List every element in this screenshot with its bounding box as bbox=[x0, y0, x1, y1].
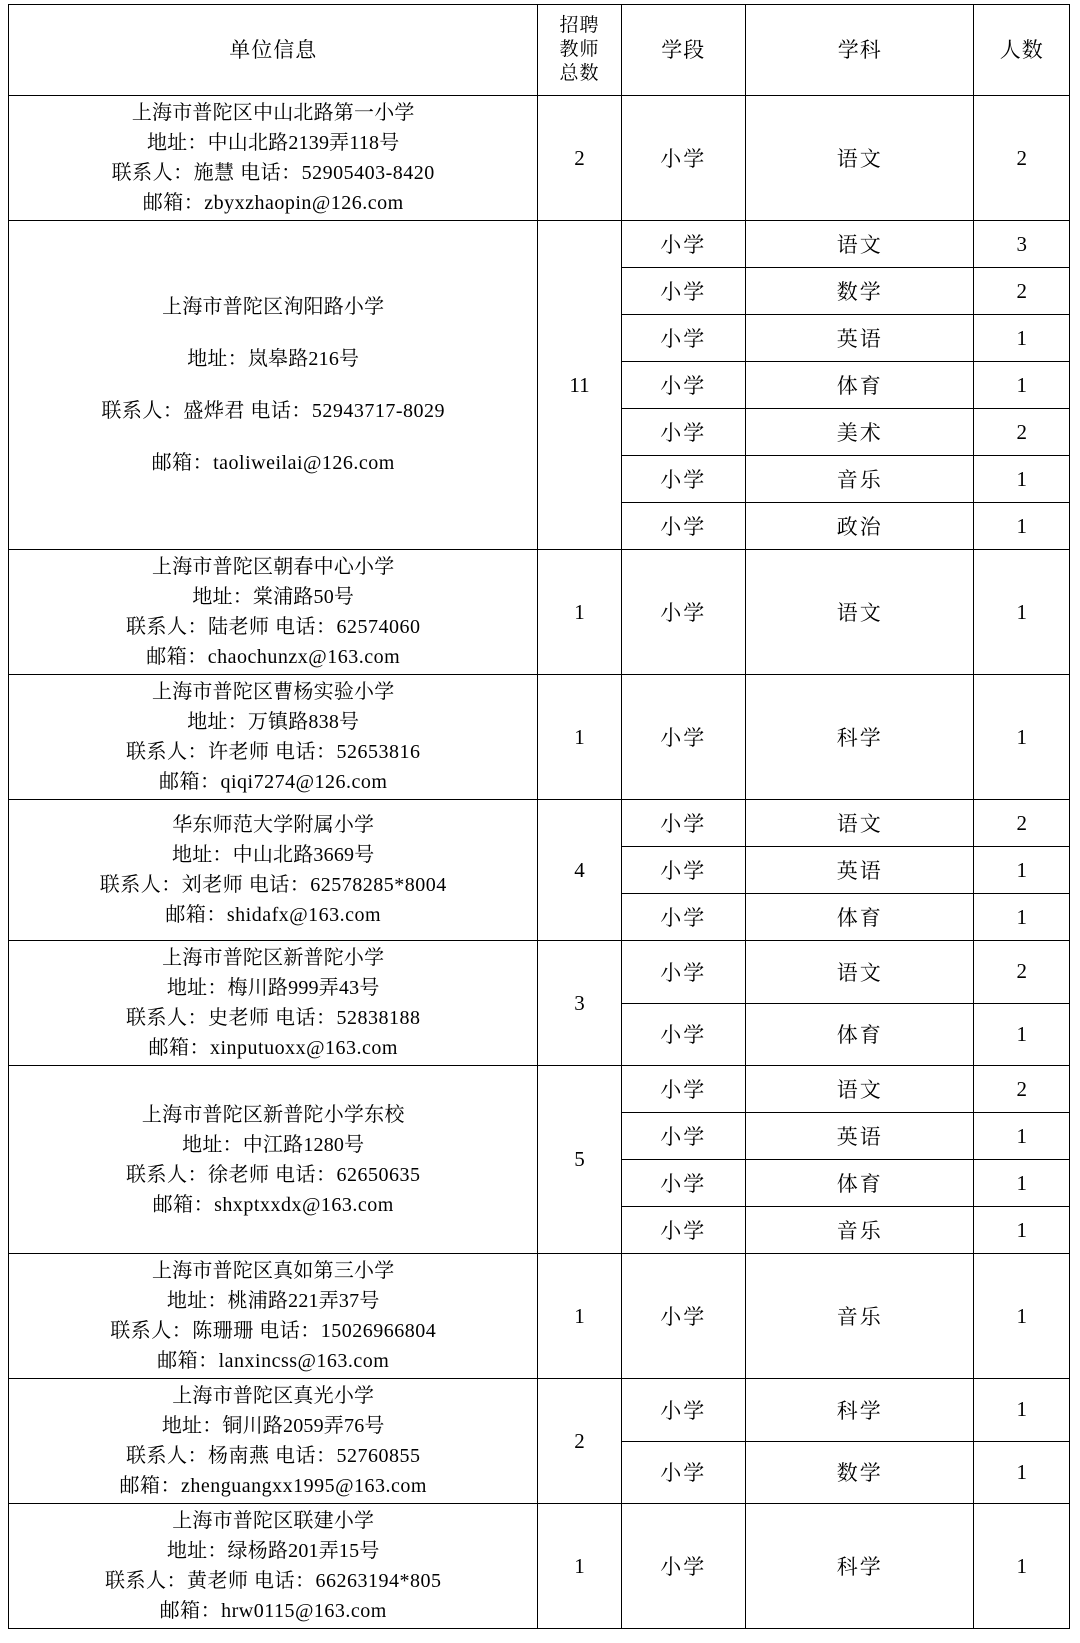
recruitment-table bbox=[8, 4, 1070, 1629]
subject-cell: 音乐 bbox=[746, 456, 974, 503]
count-cell: 1 bbox=[974, 1379, 1070, 1442]
unit-info-line: 地址：中山北路3669号 bbox=[172, 844, 375, 866]
subject-cell: 语文 bbox=[746, 1066, 974, 1113]
unit-info-cell bbox=[9, 800, 538, 941]
unit-info-line: 邮箱：qiqi7274@126.com bbox=[158, 771, 388, 793]
subject-cell: 英语 bbox=[746, 847, 974, 894]
count-cell: 1 bbox=[974, 1504, 1070, 1629]
unit-info-cell bbox=[9, 1254, 538, 1379]
unit-info-line: 联系人：施慧 电话：52905403-8420 bbox=[111, 162, 435, 184]
total-teachers-cell: 2 bbox=[538, 1379, 621, 1504]
subject-cell: 语文 bbox=[746, 800, 974, 847]
unit-info-line: 上海市普陀区新普陀小学 bbox=[162, 947, 385, 969]
table-header bbox=[9, 5, 1070, 96]
unit-info-line: 邮箱：shxptxxdx@163.com bbox=[152, 1193, 394, 1216]
unit-info-line: 联系人：盛烨君 电话：52943717-8029 bbox=[101, 400, 446, 422]
unit-info-cell bbox=[9, 96, 538, 221]
table-row bbox=[9, 800, 1070, 847]
column-header-total-line-3: 总数 bbox=[559, 62, 600, 84]
table-row bbox=[9, 550, 1070, 675]
subject-cell: 音乐 bbox=[746, 1207, 974, 1254]
unit-info-line: 邮箱：xinputuoxx@163.com bbox=[148, 1037, 398, 1059]
column-header-stage: 学段 bbox=[621, 5, 746, 96]
stage-cell: 小学 bbox=[621, 96, 746, 221]
unit-info-line: 联系人：史老师 电话：52838188 bbox=[125, 1007, 421, 1029]
column-header-total-line-1: 招聘 bbox=[559, 15, 600, 37]
unit-info-line: 华东师范大学附属小学 bbox=[172, 814, 375, 836]
subject-cell: 数学 bbox=[746, 1441, 974, 1504]
unit-info-line: 上海市普陀区新普陀小学东校 bbox=[141, 1103, 405, 1126]
subject-cell: 美术 bbox=[746, 409, 974, 456]
unit-info-line: 上海市普陀区朝春中心小学 bbox=[152, 556, 395, 578]
stage-cell: 小学 bbox=[621, 800, 746, 847]
table-row bbox=[9, 1504, 1070, 1629]
unit-info-line: 邮箱：zhenguangxx1995@163.com bbox=[119, 1475, 427, 1497]
stage-cell: 小学 bbox=[621, 268, 746, 315]
stage-cell: 小学 bbox=[621, 362, 746, 409]
subject-cell: 数学 bbox=[746, 268, 974, 315]
unit-info-line: 上海市普陀区中山北路第一小学 bbox=[131, 102, 415, 124]
table-row bbox=[9, 941, 1070, 1004]
unit-info-line: 地址：绿杨路201弄15号 bbox=[166, 1540, 380, 1562]
table-row bbox=[9, 1379, 1070, 1442]
stage-cell: 小学 bbox=[621, 503, 746, 550]
unit-info-cell bbox=[9, 1504, 538, 1629]
table-row bbox=[9, 675, 1070, 800]
stage-cell: 小学 bbox=[621, 1254, 746, 1379]
table-row bbox=[9, 221, 1070, 268]
total-teachers-cell: 1 bbox=[538, 1254, 621, 1379]
total-teachers-cell: 11 bbox=[538, 221, 621, 550]
count-cell: 1 bbox=[974, 1113, 1070, 1160]
stage-cell: 小学 bbox=[621, 1379, 746, 1442]
stage-cell: 小学 bbox=[621, 1113, 746, 1160]
stage-cell: 小学 bbox=[621, 456, 746, 503]
count-cell: 1 bbox=[974, 550, 1070, 675]
count-cell: 1 bbox=[974, 1207, 1070, 1254]
column-header-total bbox=[538, 5, 621, 96]
count-cell: 1 bbox=[974, 1160, 1070, 1207]
count-cell: 1 bbox=[974, 675, 1070, 800]
count-cell: 1 bbox=[974, 315, 1070, 362]
unit-info-cell bbox=[9, 675, 538, 800]
unit-info-line: 地址：梅川路999弄43号 bbox=[166, 977, 380, 999]
subject-cell: 科学 bbox=[746, 1379, 974, 1442]
count-cell: 1 bbox=[974, 456, 1070, 503]
unit-info-line: 上海市普陀区真如第三小学 bbox=[152, 1260, 395, 1282]
unit-info-cell bbox=[9, 1379, 538, 1504]
stage-cell: 小学 bbox=[621, 409, 746, 456]
total-teachers-cell: 1 bbox=[538, 1504, 621, 1629]
subject-cell: 语文 bbox=[746, 96, 974, 221]
subject-cell: 英语 bbox=[746, 315, 974, 362]
stage-cell: 小学 bbox=[621, 1003, 746, 1066]
unit-info-line: 地址：棠浦路50号 bbox=[192, 586, 355, 608]
stage-cell: 小学 bbox=[621, 315, 746, 362]
column-header-count: 人数 bbox=[974, 5, 1070, 96]
unit-info-line: 邮箱：shidafx@163.com bbox=[165, 904, 382, 926]
total-teachers-cell: 3 bbox=[538, 941, 621, 1066]
table-row bbox=[9, 96, 1070, 221]
stage-cell: 小学 bbox=[621, 550, 746, 675]
count-cell: 2 bbox=[974, 800, 1070, 847]
unit-info-line: 上海市普陀区曹杨实验小学 bbox=[152, 681, 395, 703]
count-cell: 2 bbox=[974, 96, 1070, 221]
subject-cell: 政治 bbox=[746, 503, 974, 550]
table-body bbox=[9, 96, 1070, 1629]
unit-info-line: 联系人：杨南燕 电话：52760855 bbox=[125, 1445, 421, 1467]
column-header-subject: 学科 bbox=[746, 5, 974, 96]
unit-info-line: 地址：岚皋路216号 bbox=[187, 348, 360, 370]
subject-cell: 语文 bbox=[746, 941, 974, 1004]
stage-cell: 小学 bbox=[621, 1066, 746, 1113]
unit-info-line: 上海市普陀区洵阳路小学 bbox=[162, 296, 385, 318]
count-cell: 1 bbox=[974, 503, 1070, 550]
stage-cell: 小学 bbox=[621, 894, 746, 941]
unit-info-line: 联系人：陈珊珊 电话：15026966804 bbox=[110, 1320, 437, 1342]
count-cell: 1 bbox=[974, 1254, 1070, 1379]
count-cell: 2 bbox=[974, 409, 1070, 456]
subject-cell: 语文 bbox=[746, 550, 974, 675]
subject-cell: 科学 bbox=[746, 1504, 974, 1629]
total-teachers-cell: 1 bbox=[538, 675, 621, 800]
count-cell: 1 bbox=[974, 362, 1070, 409]
subject-cell: 体育 bbox=[746, 894, 974, 941]
unit-info-line: 地址：桃浦路221弄37号 bbox=[166, 1290, 380, 1312]
count-cell: 2 bbox=[974, 268, 1070, 315]
column-header-total-line-2: 教师 bbox=[559, 39, 600, 61]
count-cell: 2 bbox=[974, 1066, 1070, 1113]
subject-cell: 英语 bbox=[746, 1113, 974, 1160]
count-cell: 2 bbox=[974, 941, 1070, 1004]
unit-info-line: 地址：中山北路2139弄118号 bbox=[146, 132, 400, 154]
table-row bbox=[9, 1066, 1070, 1113]
subject-cell: 体育 bbox=[746, 1003, 974, 1066]
table-header-row bbox=[9, 5, 1070, 96]
stage-cell: 小学 bbox=[621, 1160, 746, 1207]
unit-info-line: 上海市普陀区联建小学 bbox=[172, 1510, 375, 1532]
total-teachers-cell: 4 bbox=[538, 800, 621, 941]
unit-info-line: 邮箱：lanxincss@163.com bbox=[157, 1350, 390, 1372]
unit-info-line: 邮箱：hrw0115@163.com bbox=[159, 1600, 387, 1622]
stage-cell: 小学 bbox=[621, 847, 746, 894]
unit-info-line: 联系人：刘老师 电话：62578285*8004 bbox=[99, 874, 447, 896]
unit-info-line: 地址：铜川路2059弄76号 bbox=[161, 1415, 385, 1437]
column-header-unit: 单位信息 bbox=[9, 5, 538, 96]
stage-cell: 小学 bbox=[621, 1441, 746, 1504]
total-teachers-cell: 2 bbox=[538, 96, 621, 221]
unit-info-line: 联系人：陆老师 电话：62574060 bbox=[125, 616, 421, 638]
unit-info-line: 联系人：徐老师 电话：62650635 bbox=[125, 1163, 421, 1186]
stage-cell: 小学 bbox=[621, 941, 746, 1004]
stage-cell: 小学 bbox=[621, 1207, 746, 1254]
unit-info-line: 邮箱：zbyxzhaopin@126.com bbox=[142, 192, 404, 214]
subject-cell: 音乐 bbox=[746, 1254, 974, 1379]
count-cell: 1 bbox=[974, 847, 1070, 894]
subject-cell: 体育 bbox=[746, 362, 974, 409]
total-teachers-cell: 5 bbox=[538, 1066, 621, 1254]
unit-info-cell bbox=[9, 1066, 538, 1254]
table-row bbox=[9, 1254, 1070, 1379]
count-cell: 1 bbox=[974, 894, 1070, 941]
count-cell: 1 bbox=[974, 1003, 1070, 1066]
unit-info-line: 邮箱：taoliweilai@126.com bbox=[151, 452, 395, 474]
unit-info-line: 地址：中江路1280号 bbox=[182, 1133, 365, 1156]
unit-info-cell bbox=[9, 941, 538, 1066]
unit-info-line: 联系人：黄老师 电话：66263194*805 bbox=[104, 1570, 442, 1592]
unit-info-cell bbox=[9, 550, 538, 675]
unit-info-line: 联系人：许老师 电话：52653816 bbox=[125, 741, 421, 763]
subject-cell: 科学 bbox=[746, 675, 974, 800]
subject-cell: 体育 bbox=[746, 1160, 974, 1207]
stage-cell: 小学 bbox=[621, 675, 746, 800]
unit-info-line: 上海市普陀区真光小学 bbox=[172, 1385, 375, 1407]
unit-info-line: 地址：万镇路838号 bbox=[187, 711, 360, 733]
unit-info-line: 邮箱：chaochunzx@163.com bbox=[146, 646, 401, 668]
count-cell: 3 bbox=[974, 221, 1070, 268]
stage-cell: 小学 bbox=[621, 1504, 746, 1629]
subject-cell: 语文 bbox=[746, 221, 974, 268]
stage-cell: 小学 bbox=[621, 221, 746, 268]
unit-info-cell bbox=[9, 221, 538, 550]
total-teachers-cell: 1 bbox=[538, 550, 621, 675]
count-cell: 1 bbox=[974, 1441, 1070, 1504]
